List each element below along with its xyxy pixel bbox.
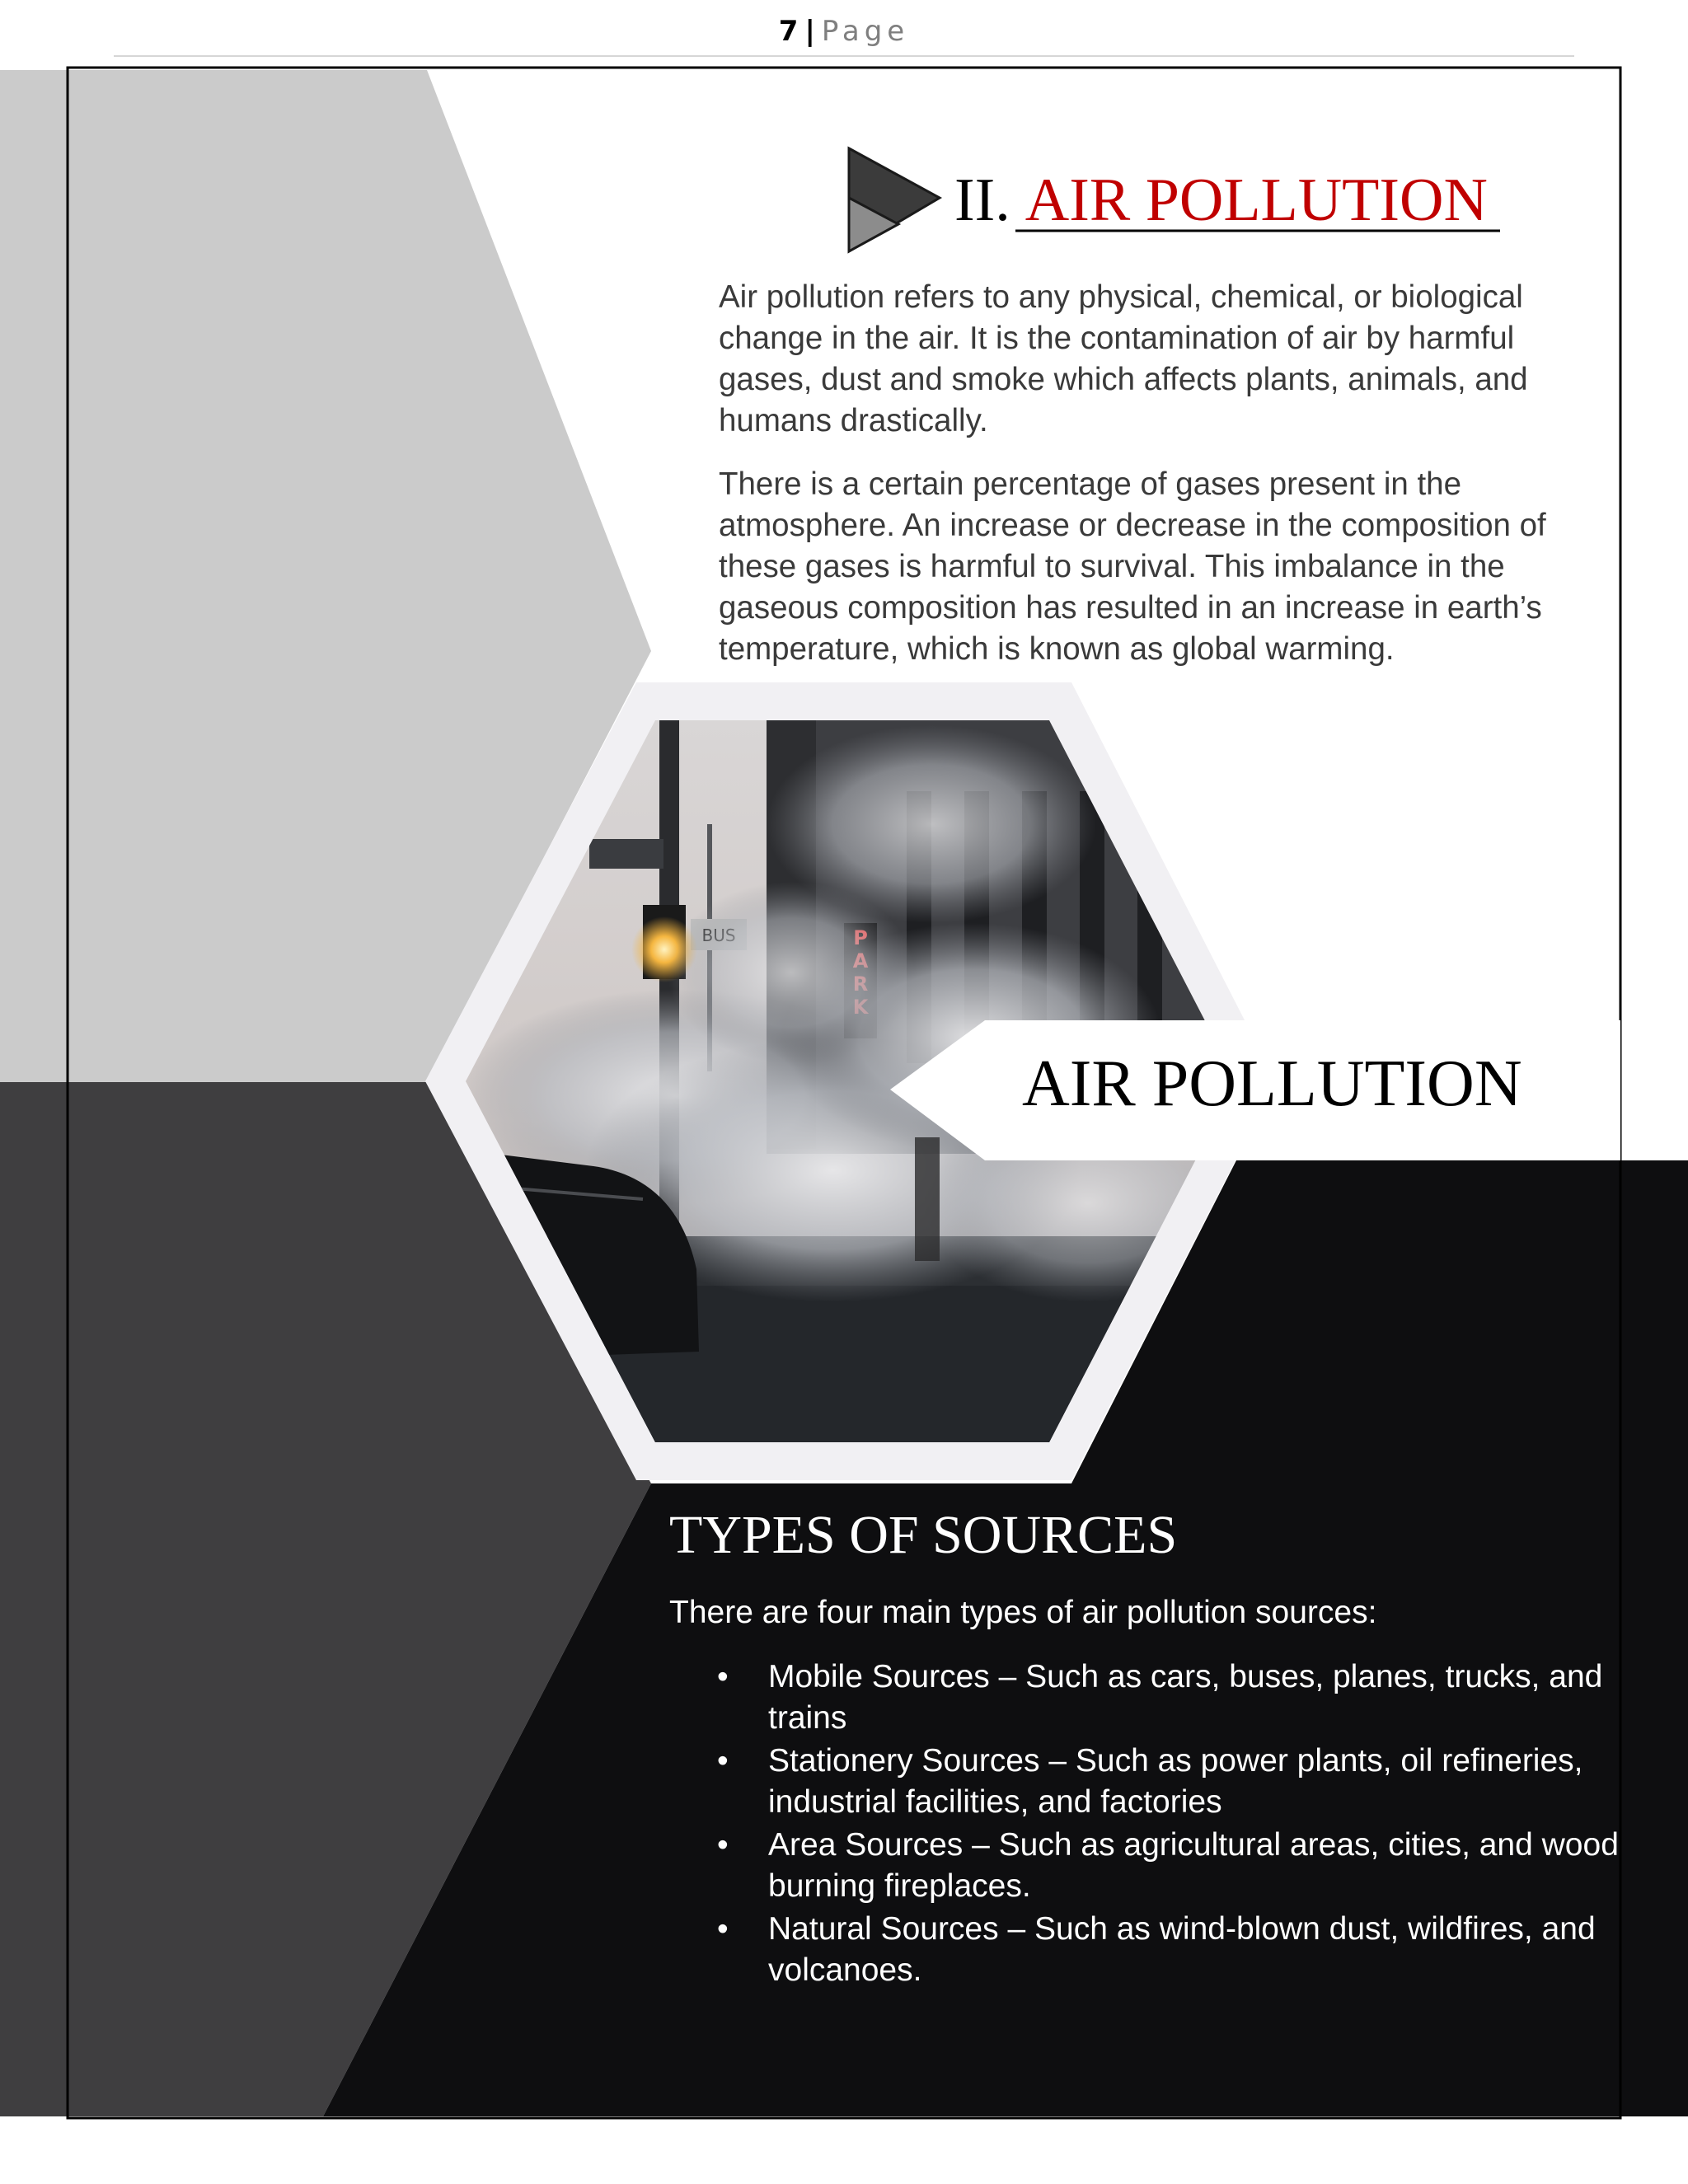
section-numeral: II. (954, 166, 1010, 234)
types-intro: There are four main types of air pollution sources: (669, 1595, 1377, 1630)
page-label: Page (821, 15, 910, 48)
bullet-icon: • (717, 1659, 729, 1694)
bullet-icon: • (717, 1743, 729, 1779)
bullet-icon: • (717, 1911, 729, 1947)
intro-paragraph-1: Air pollution refers to any physical, chemical, or biological change in the air. It is the contamination of air by harmful gases, dust and smoke which affects plants, animals, and humans drastically. (719, 279, 1528, 438)
banner-text: AIR POLLUTION (1022, 1047, 1522, 1120)
header-separator: | (804, 15, 815, 48)
intro-paragraph-2: There is a certain percentage of gases present in the atmosphere. An increase or decrease in the composition of these gases is harmful to survival. This imbalance in the gaseous composition has resulted in an increase in earth’s temperature, which is known as global warming. (719, 466, 1546, 667)
section-title-text: AIR POLLUTION (1025, 166, 1488, 234)
list-item-text: Natural Sources – Such as wind-blown dust, wildfires, and volcanoes. (768, 1911, 1596, 1988)
list-item-text: Mobile Sources – Such as cars, buses, planes, trucks, and trains (768, 1659, 1603, 1736)
list-item-text: Area Sources – Such as agricultural areas, cities, and wood burning fireplaces. (768, 1827, 1619, 1904)
list-item (717, 1909, 1648, 1991)
page-number: 7 (778, 15, 799, 48)
types-heading: TYPES OF SOURCES (669, 1505, 1178, 1565)
list-item (717, 1657, 1648, 1739)
list-item (717, 1741, 1648, 1823)
sources-list (717, 1657, 1648, 1993)
section-title (954, 163, 1488, 237)
list-item (717, 1825, 1648, 1907)
page-header (0, 15, 1688, 53)
list-item-text: Stationery Sources – Such as power plants, oil refineries, industrial facilities, and factories (768, 1743, 1583, 1820)
play-icon (849, 148, 940, 251)
bullet-icon: • (717, 1827, 729, 1863)
